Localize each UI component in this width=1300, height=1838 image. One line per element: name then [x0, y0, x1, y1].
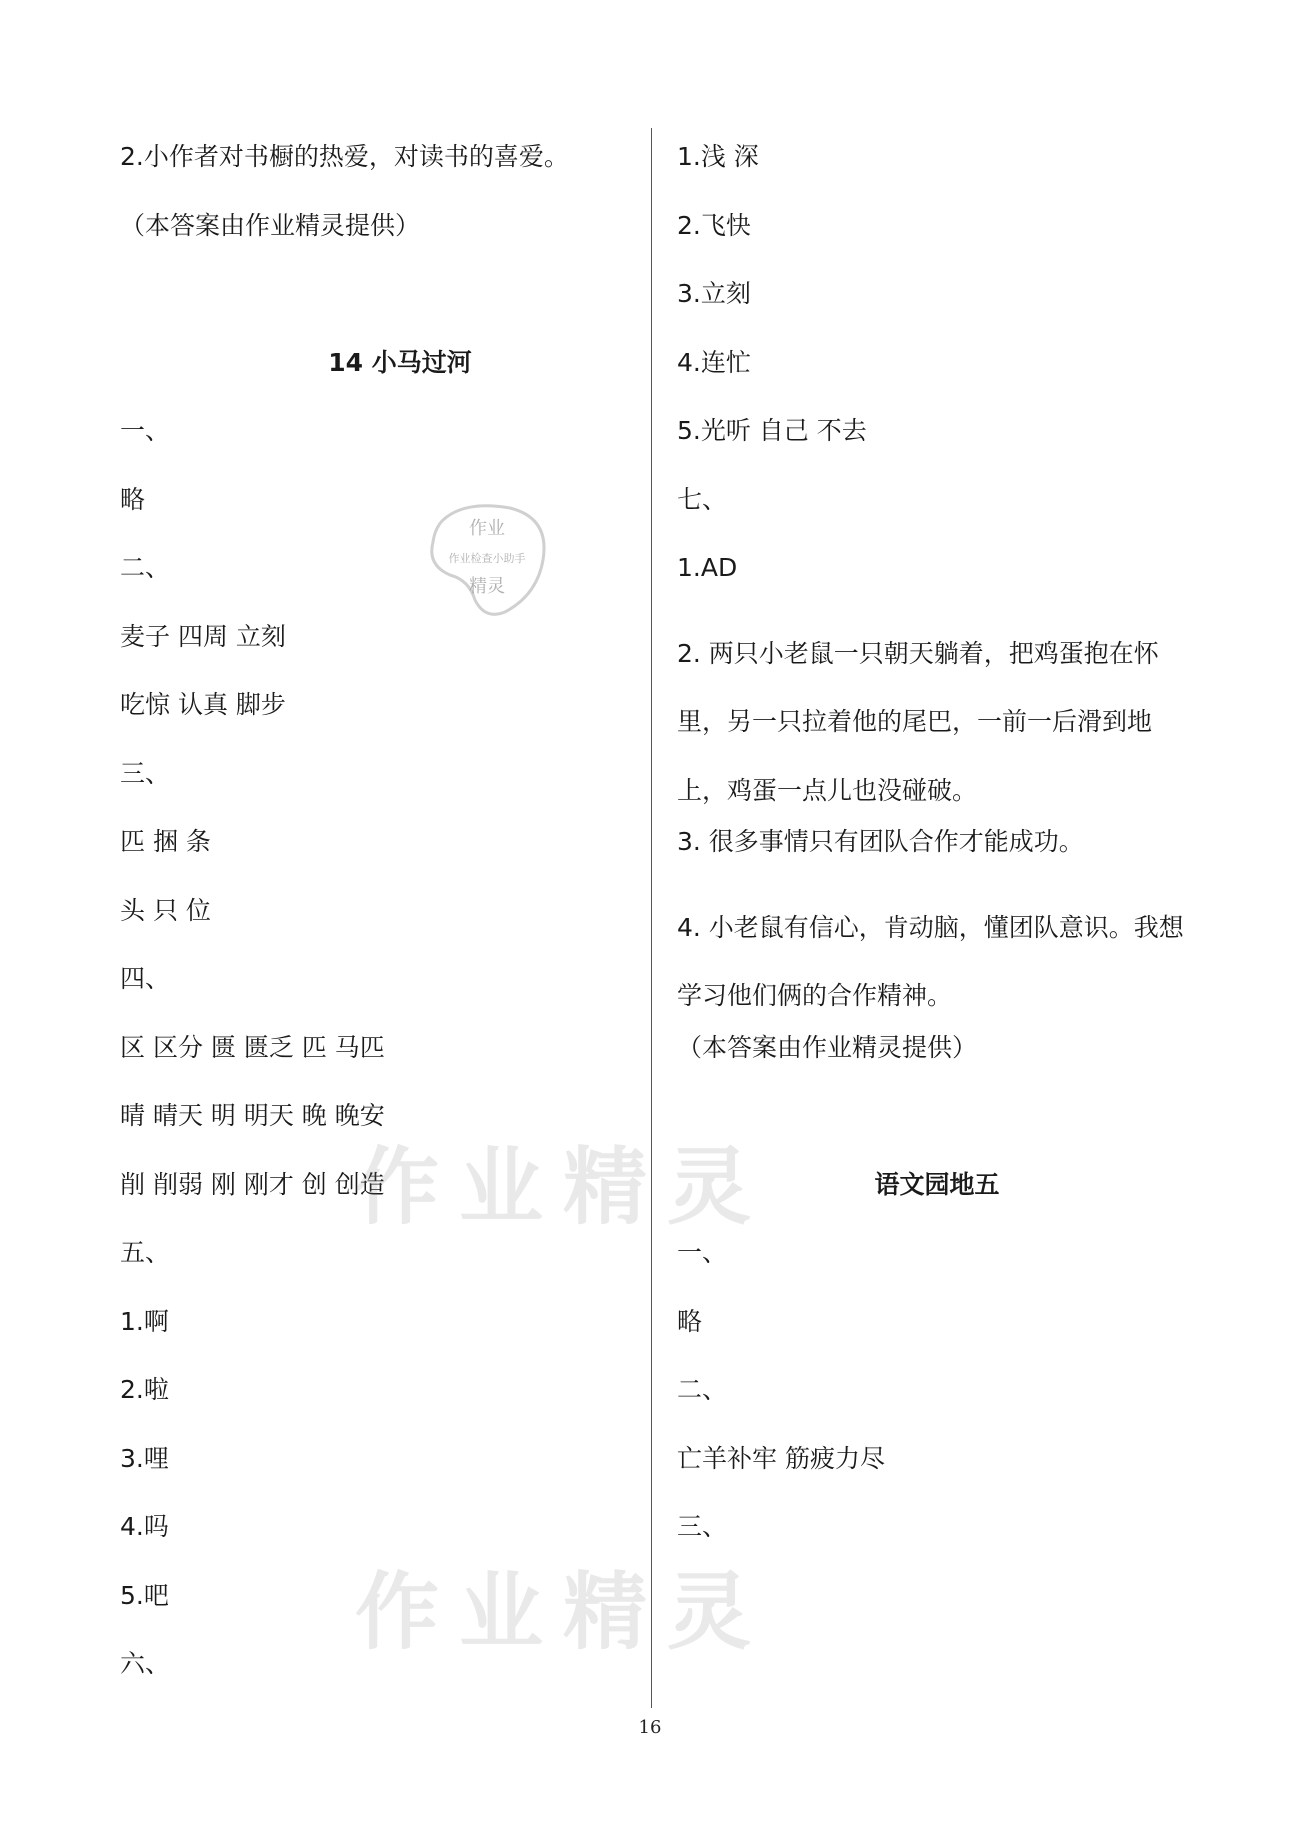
right-line: 4. 小老鼠有信心，肯动脑，懂团队意识。我想学习他们俩的合作精神。 [677, 912, 1184, 1010]
right-line: 5.光听 自己 不去 [677, 416, 867, 445]
left-line: 3.哩 [120, 1443, 169, 1473]
left-line: 晴 晴天 明 明天 晚 晚安 [120, 1101, 385, 1130]
right-section-heading: 语文园地五 [874, 1169, 1000, 1199]
left-line [120, 277, 620, 346]
right-line: 七、 [677, 484, 728, 514]
right-line: 略 [677, 1306, 703, 1336]
stamp-top-text: 作业 [469, 518, 505, 539]
stamp-bottom-text: 精灵 [469, 576, 505, 597]
left-line: 略 [120, 484, 146, 514]
right-line: 1.浅 深 [677, 142, 759, 171]
left-line: 二、 [120, 553, 171, 582]
left-line: 4.吗 [120, 1512, 169, 1541]
stamp-middle-text: 作业检查小助手 [448, 552, 526, 565]
right-line: 3.立刻 [677, 279, 751, 308]
right-line: 亡羊补牢 筋疲力尽 [677, 1443, 885, 1473]
left-line: 区 区分 匮 匮乏 匹 马匹 [120, 1032, 385, 1062]
right-line: 4.连忙 [677, 347, 751, 377]
left-section-heading: 14 小马过河 [328, 347, 472, 377]
left-line: 头 只 位 [120, 895, 211, 925]
stamp-logo [425, 500, 555, 620]
left-line: 5.吧 [120, 1580, 169, 1610]
left-line: 六、 [120, 1649, 171, 1678]
right-line: 二、 [677, 1375, 728, 1404]
right-line: 三、 [677, 1512, 728, 1541]
left-line: 三、 [120, 758, 171, 788]
left-column [120, 140, 620, 1716]
right-line: 2.飞快 [677, 210, 751, 240]
right-line: （本答案由作业精灵提供） [677, 1032, 978, 1062]
right-line: 3. 很多事情只有团队合作才能成功。 [677, 827, 1084, 856]
left-line: 一、 [120, 416, 171, 445]
left-line: 1.啊 [120, 1306, 169, 1336]
left-line: 麦子 四周 立刻 [120, 621, 286, 651]
left-line: 五、 [120, 1238, 171, 1267]
left-line: （本答案由作业精灵提供） [120, 210, 421, 240]
right-line: 2. 两只小老鼠一只朝天躺着，把鸡蛋抱在怀里，另一只拉着他的尾巴，一前一后滑到地上，鸡蛋一点儿也没碰破。 [677, 638, 1159, 805]
right-column [677, 140, 1197, 1579]
left-line: 吃惊 认真 脚步 [120, 690, 286, 719]
watermark-upper: 作业精灵 [355, 1138, 772, 1236]
right-line: 1.AD [677, 553, 738, 582]
left-line: 2.啦 [120, 1375, 169, 1404]
watermark-lower: 作业精灵 [355, 1563, 772, 1661]
left-line: 匹 捆 条 [120, 827, 211, 856]
page-number: 16 [638, 1717, 662, 1738]
left-line: 四、 [120, 964, 171, 993]
left-line: 削 削弱 刚 刚才 创 创造 [120, 1169, 385, 1199]
right-line: 一、 [677, 1238, 728, 1267]
left-line: 2.小作者对书橱的热爱，对读书的喜爱。 [120, 142, 569, 171]
